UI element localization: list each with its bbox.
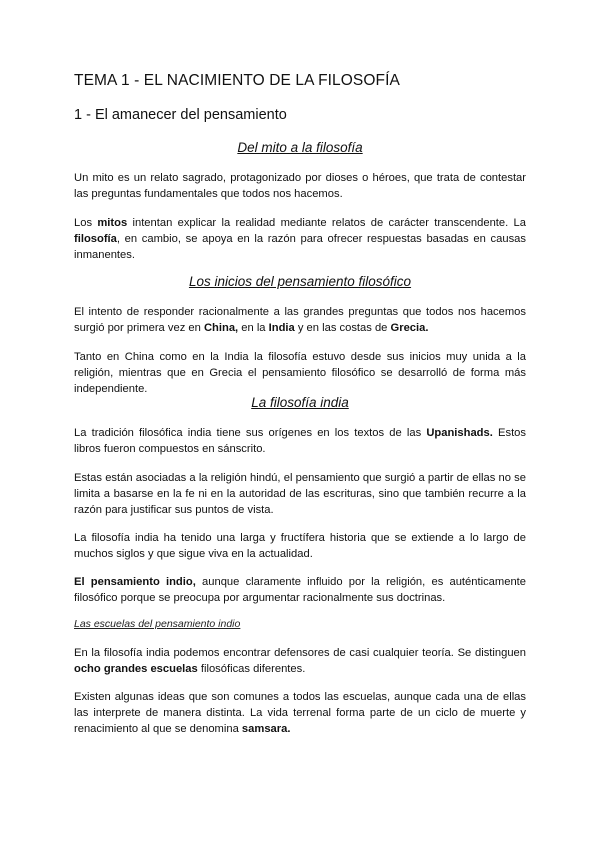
paragraph: Estas están asociadas a la religión hindú, el pensamiento que surgió a partir de ellas no se limita a basarse en la fe ni en la autoridad de las escrituras, sino que también recurre a la razón para justificar sus puntos de vista. <box>74 472 526 516</box>
text-span: aunque claramente influido por la religión, es auténticamente filosófico porque se preocupa por argumentar racionalmente sus doctrinas. <box>74 576 526 604</box>
text-span: En la filosofía india podemos encontrar defensores de casi cualquier teoría. Se distinguen <box>74 647 526 659</box>
bold-term: mitos <box>97 217 128 229</box>
document-subtitle: 1 - El amanecer del pensamiento <box>74 107 287 123</box>
bold-term: China, <box>203 322 239 334</box>
paragraph <box>74 645 526 677</box>
text-span: intentan explicar la realidad mediante relatos de carácter transcendente. La <box>127 217 526 229</box>
bold-term: Grecia. <box>390 322 429 334</box>
bold-term: India <box>268 322 295 334</box>
bold-term: samsara. <box>241 723 291 735</box>
paragraph: La filosofía india ha tenido una larga y fructífera historia que se extiende a lo largo de muchos siglos y que sigue viva en la actualidad. <box>74 532 526 560</box>
bold-term: Upanishads. <box>426 427 493 439</box>
paragraph: Un mito es un relato sagrado, protagonizado por dioses o héroes, que trata de contestar las preguntas fundamentales que todos nos hacemos. <box>74 172 526 200</box>
paragraph: Tanto en China como en la India la filosofía estuvo desde sus inicios muy unida a la religión, mientras que en Grecia el pensamiento filosófico se desarrolló de forma más independiente. <box>74 351 526 395</box>
bold-term: filosofía <box>74 233 117 245</box>
section-heading-india: La filosofía india <box>251 395 349 410</box>
text-span: La tradición filosófica india tiene sus orígenes en los textos de las <box>74 427 427 439</box>
section-heading-mito: Del mito a la filosofía <box>237 140 363 155</box>
document-title: TEMA 1 - EL NACIMIENTO DE LA FILOSOFÍA <box>74 72 400 89</box>
text-span: filosóficas diferentes. <box>197 663 306 675</box>
section-heading-inicios: Los inicios del pensamiento filosófico <box>188 274 412 289</box>
paragraph <box>74 425 526 457</box>
text-span: Estos libros fueron compuestos en sánscrito. <box>74 427 526 455</box>
paragraph <box>74 304 526 336</box>
text-span: Existen algunas ideas que son comunes a todos las escuelas, aunque cada una de ellas las interprete de manera distinta. La vida terrenal forma parte de un ciclo de muerte y renacimiento al que se denomina <box>74 691 526 735</box>
text-span: y en las costas de <box>294 322 391 334</box>
text-span: , en cambio, se apoya en la razón para ofrecer respuestas basadas en causas inmanentes. <box>74 233 526 261</box>
bold-term: El pensamiento indio, <box>74 576 196 588</box>
text-span: Los <box>74 217 98 229</box>
paragraph <box>74 574 526 606</box>
paragraph <box>74 215 526 263</box>
text-span: El intento de responder racionalmente a las grandes preguntas que todos nos hacemos surgió por primera vez en <box>74 306 526 334</box>
text-span: en la <box>238 322 269 334</box>
paragraph <box>74 689 526 737</box>
bold-term: ocho grandes escuelas <box>74 663 198 675</box>
subsection-heading-escuelas: Las escuelas del pensamiento indio <box>74 618 241 630</box>
